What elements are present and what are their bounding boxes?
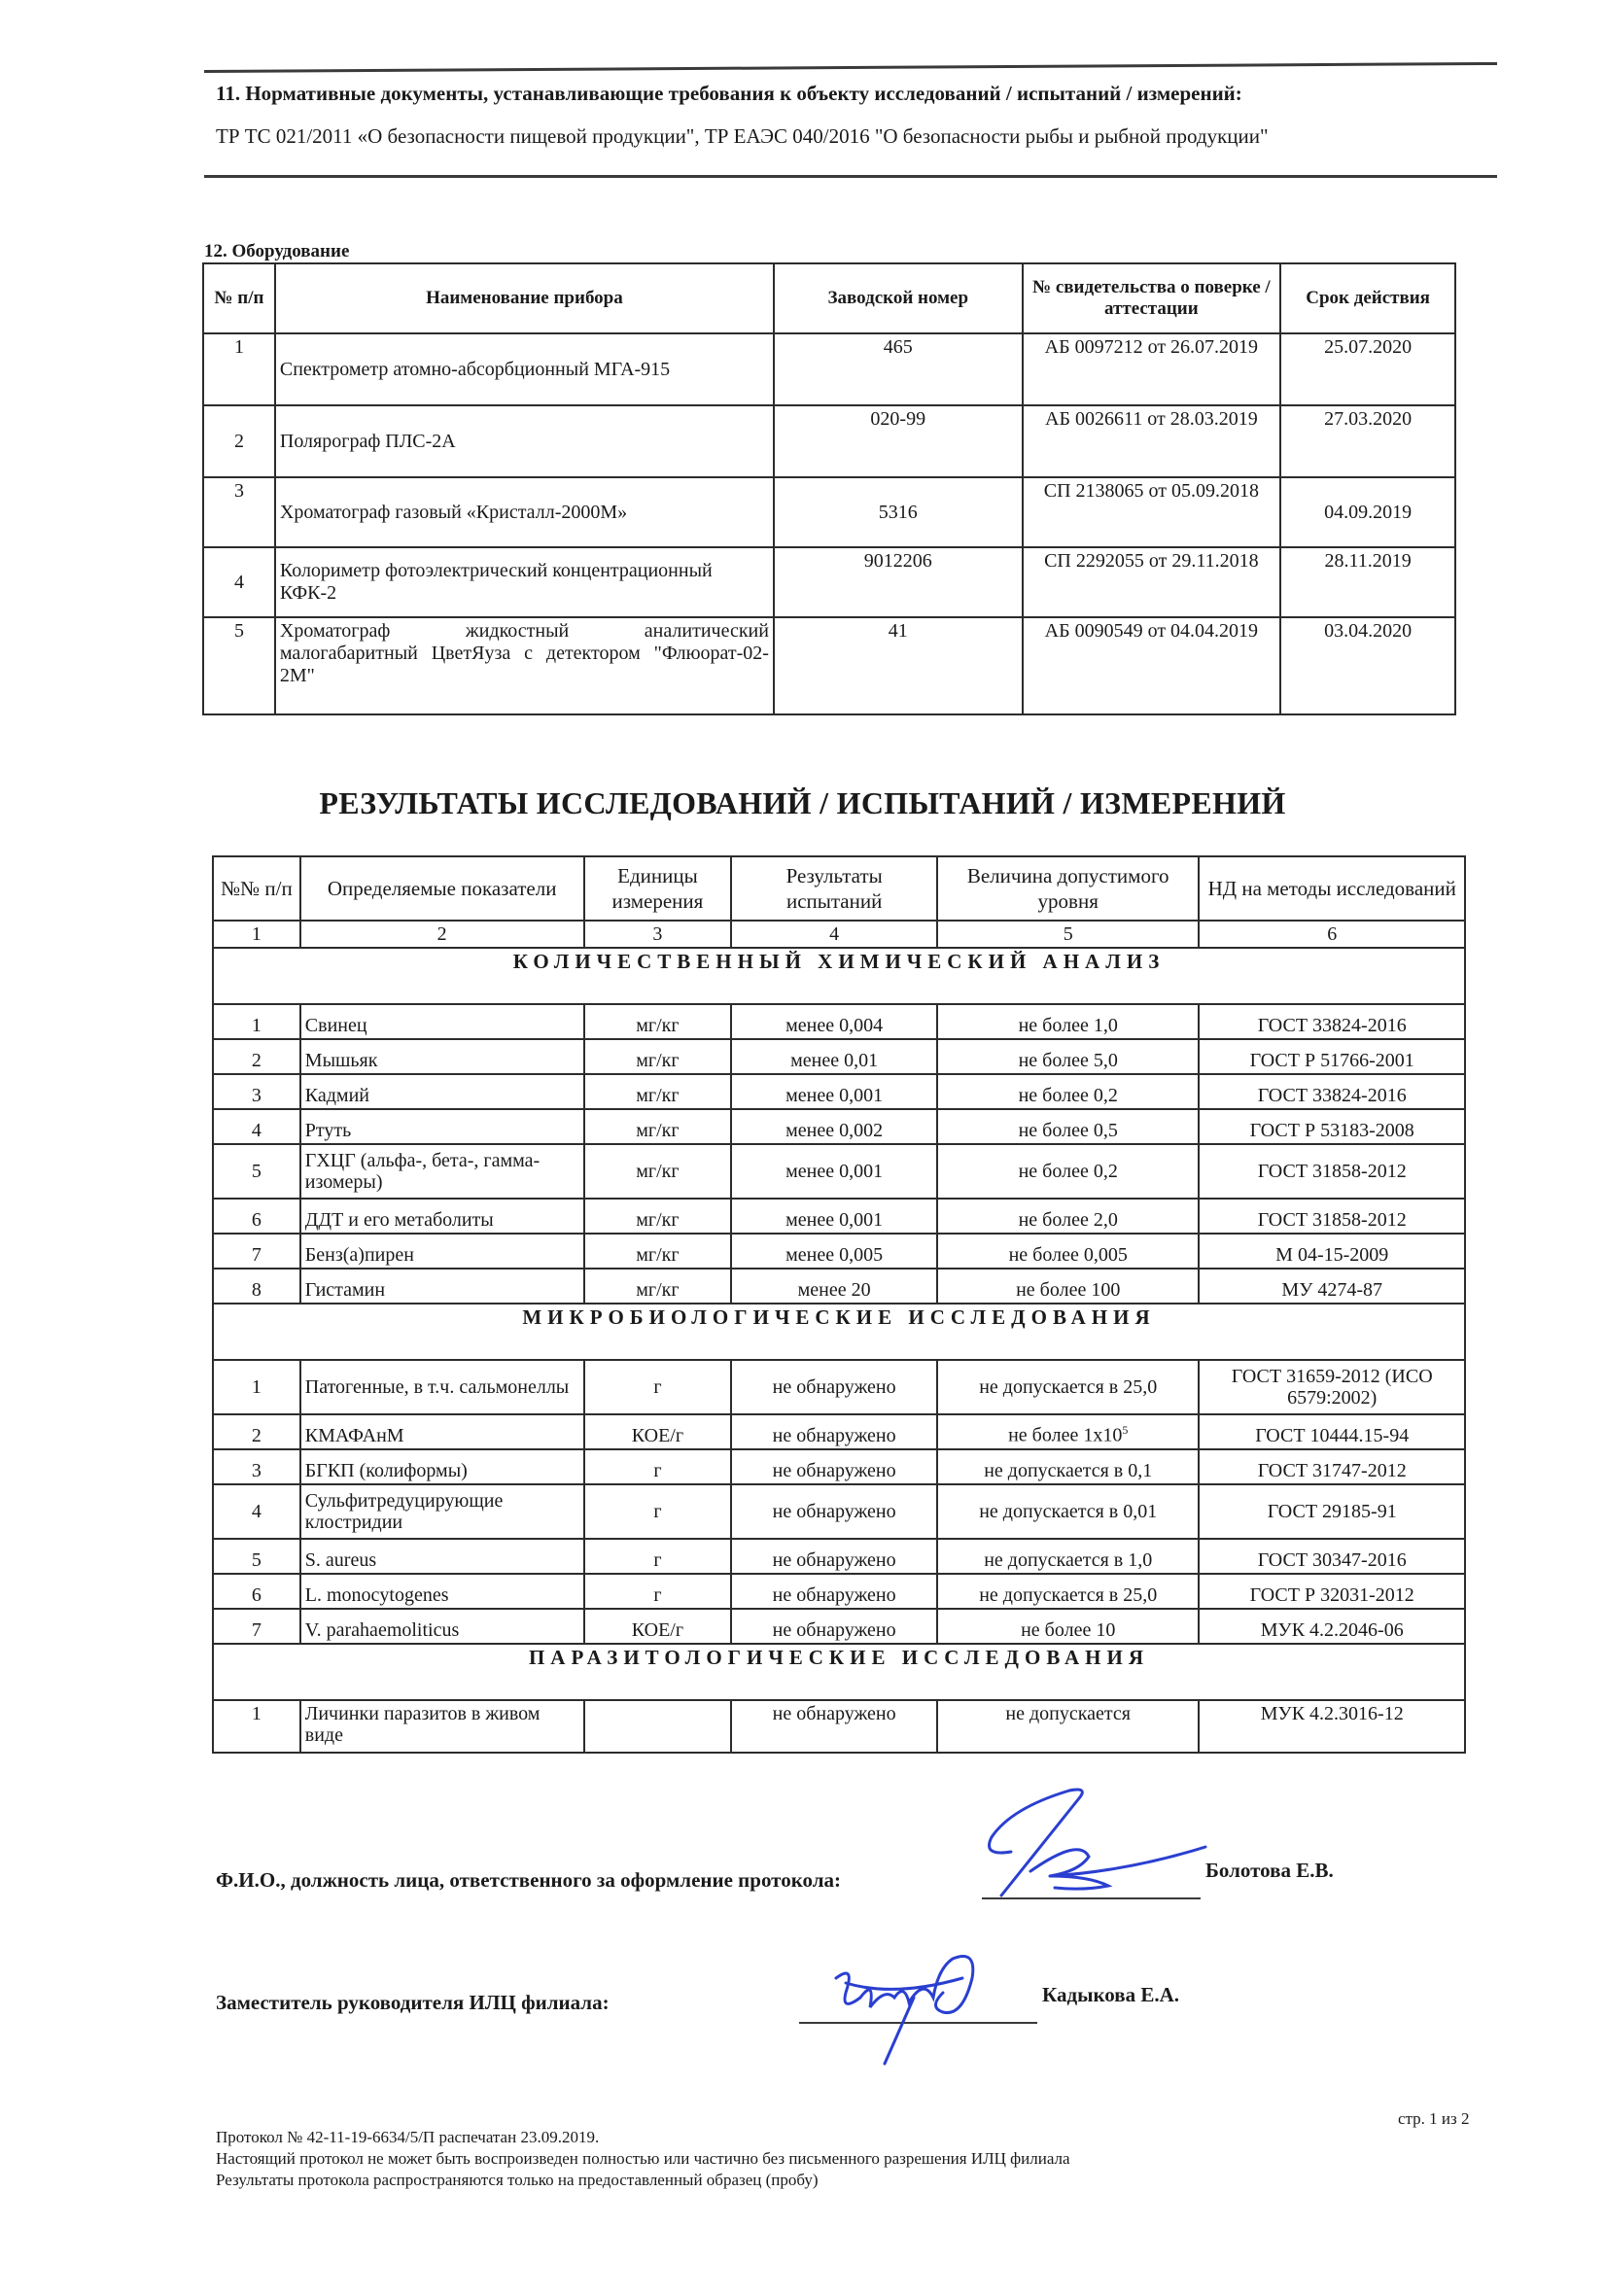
- cell-result: менее 0,005: [731, 1234, 937, 1269]
- cell-method: ГОСТ 29185-91: [1199, 1484, 1465, 1539]
- header-device-name: Наименование прибора: [275, 263, 774, 333]
- table-row: [213, 1109, 1465, 1144]
- cell-method: ГОСТ 31858-2012: [1199, 1144, 1465, 1199]
- section-title: МИКРОБИОЛОГИЧЕСКИЕ ИССЛЕДОВАНИЯ: [213, 1304, 1465, 1360]
- limit-exponent: 5: [1122, 1423, 1129, 1438]
- cell-validity: 27.03.2020: [1280, 405, 1455, 477]
- cell-certificate: АБ 0090549 от 04.04.2019: [1023, 617, 1281, 714]
- cell-device-name: Полярограф ПЛС-2А: [275, 405, 774, 477]
- cell-limit: не допускается в 25,0: [937, 1360, 1199, 1414]
- cell-serial: 465: [774, 333, 1023, 405]
- cell-certificate: СП 2292055 от 29.11.2018: [1023, 547, 1281, 617]
- section-11-text: ТР ТС 021/2011 «О безопасности пищевой продукции", ТР ЕАЭС 040/2016 "О безопасности рыбы и рыбной продукции": [216, 124, 1269, 148]
- cell-method: ГОСТ 30347-2016: [1199, 1539, 1465, 1574]
- cell-certificate: СП 2138065 от 05.09.2018: [1023, 477, 1281, 547]
- deputy-label: Заместитель руководителя ИЛЦ филиала:: [216, 1991, 610, 2014]
- cell-unit: КОЕ/г: [584, 1414, 732, 1449]
- header-unit: Единицы измерения: [584, 856, 732, 921]
- cell-validity: 04.09.2019: [1280, 477, 1455, 547]
- deputy-name: Кадыкова Е.А.: [1042, 1983, 1180, 2006]
- cell-result: менее 0,001: [731, 1074, 937, 1109]
- table-row: [213, 1234, 1465, 1269]
- cell-num: 5: [213, 1539, 300, 1574]
- cell-indicator: Личинки паразитов в живом виде: [300, 1700, 584, 1753]
- cell-certificate: АБ 0026611 от 28.03.2019: [1023, 405, 1281, 477]
- cell-serial: 5316: [774, 477, 1023, 547]
- cell-num: 4: [203, 547, 275, 617]
- section-11-rule: [204, 175, 1497, 178]
- cell-validity: 25.07.2020: [1280, 333, 1455, 405]
- header-certificate: № свидетельства о поверке / аттестации: [1023, 263, 1281, 333]
- cell-device-name: Колориметр фотоэлектрический концентрационный КФК-2: [275, 547, 774, 617]
- column-number: 2: [300, 921, 584, 948]
- cell-result: менее 0,001: [731, 1199, 937, 1234]
- table-row: [203, 333, 1455, 405]
- cell-unit: мг/кг: [584, 1234, 732, 1269]
- cell-method: ГОСТ 31747-2012: [1199, 1449, 1465, 1484]
- cell-unit: г: [584, 1449, 732, 1484]
- cell-num: 4: [213, 1484, 300, 1539]
- cell-indicator: Свинец: [300, 1004, 584, 1039]
- cell-method: МУ 4274-87: [1199, 1269, 1465, 1304]
- cell-method: МУК 4.2.2046-06: [1199, 1609, 1465, 1644]
- cell-limit: не более 0,2: [937, 1144, 1199, 1199]
- table-row: [213, 1074, 1465, 1109]
- table-row: [203, 477, 1455, 547]
- cell-method: ГОСТ Р 53183-2008: [1199, 1109, 1465, 1144]
- cell-device-name: Спектрометр атомно-абсорбционный МГА-915: [275, 333, 774, 405]
- column-number: 1: [213, 921, 300, 948]
- cell-indicator: КМАФАнМ: [300, 1414, 584, 1449]
- cell-limit: не допускается в 0,01: [937, 1484, 1199, 1539]
- cell-unit: мг/кг: [584, 1144, 732, 1199]
- cell-device-name: Хроматограф жидкостный аналитический малогабаритный ЦветЯуза с детектором "Флюорат-02-2М": [275, 617, 774, 714]
- header-method: НД на методы исследований: [1199, 856, 1465, 921]
- header-num: № п/п: [203, 263, 275, 333]
- cell-limit: не более 0,2: [937, 1074, 1199, 1109]
- cell-result: не обнаружено: [731, 1360, 937, 1414]
- cell-num: 1: [203, 333, 275, 405]
- cell-indicator: Бенз(а)пирен: [300, 1234, 584, 1269]
- table-row: [213, 1700, 1465, 1753]
- cell-result: не обнаружено: [731, 1609, 937, 1644]
- limit-base: не более 1х10: [1008, 1425, 1123, 1446]
- cell-num: 6: [213, 1574, 300, 1609]
- section-11-title: 11. Нормативные документы, устанавливающие требования к объекту исследований / испытаний / измерений:: [216, 82, 1242, 105]
- cell-method: ГОСТ 31659-2012 (ИСО 6579:2002): [1199, 1360, 1465, 1414]
- footer-notice-reproduction: Настоящий протокол не может быть воспроизведен полностью или частично без письменного разрешения ИЛЦ филиала: [216, 2149, 1070, 2168]
- cell-num: 8: [213, 1269, 300, 1304]
- table-row: [213, 1574, 1465, 1609]
- cell-num: 1: [213, 1004, 300, 1039]
- cell-indicator: Кадмий: [300, 1074, 584, 1109]
- cell-validity: 03.04.2020: [1280, 617, 1455, 714]
- header-indicator: Определяемые показатели: [300, 856, 584, 921]
- cell-result: менее 0,004: [731, 1004, 937, 1039]
- section-title: ПАРАЗИТОЛОГИЧЕСКИЕ ИССЛЕДОВАНИЯ: [213, 1644, 1465, 1700]
- cell-num: 1: [213, 1360, 300, 1414]
- header-validity: Срок действия: [1280, 263, 1455, 333]
- cell-num: 2: [203, 405, 275, 477]
- cell-method: ГОСТ 10444.15-94: [1199, 1414, 1465, 1449]
- cell-unit: мг/кг: [584, 1199, 732, 1234]
- cell-method: ГОСТ 33824-2016: [1199, 1074, 1465, 1109]
- cell-indicator: L. monocytogenes: [300, 1574, 584, 1609]
- cell-result: не обнаружено: [731, 1539, 937, 1574]
- header-limit: Величина допустимого уровня: [937, 856, 1199, 921]
- table-row: [213, 1199, 1465, 1234]
- cell-result: не обнаружено: [731, 1574, 937, 1609]
- cell-num: 7: [213, 1234, 300, 1269]
- table-header-row: [203, 263, 1455, 333]
- cell-num: 4: [213, 1109, 300, 1144]
- cell-indicator: Сульфитредуцирующие клостридии: [300, 1484, 584, 1539]
- footer-notice-scope: Результаты протокола распространяются только на предоставленный образец (пробу): [216, 2171, 819, 2189]
- cell-device-name: Хроматограф газовый «Кристалл-2000М»: [275, 477, 774, 547]
- cell-method: ГОСТ Р 51766-2001: [1199, 1039, 1465, 1074]
- responsible-signature-icon: [972, 1779, 1225, 1905]
- responsible-name: Болотова Е.В.: [1205, 1859, 1334, 1882]
- table-row: [213, 1414, 1465, 1449]
- cell-unit: г: [584, 1484, 732, 1539]
- cell-limit: [937, 1414, 1199, 1449]
- cell-serial: 020-99: [774, 405, 1023, 477]
- cell-unit: [584, 1700, 732, 1753]
- cell-result: менее 20: [731, 1269, 937, 1304]
- cell-limit: не более 0,5: [937, 1109, 1199, 1144]
- table-row: [213, 1039, 1465, 1074]
- section-title: КОЛИЧЕСТВЕННЫЙ ХИМИЧЕСКИЙ АНАЛИЗ: [213, 948, 1465, 1004]
- cell-num: 3: [203, 477, 275, 547]
- equipment-table: [202, 262, 1456, 715]
- cell-unit: г: [584, 1539, 732, 1574]
- cell-method: ГОСТ 31858-2012: [1199, 1199, 1465, 1234]
- cell-num: 6: [213, 1199, 300, 1234]
- page-number: стр. 1 из 2: [1398, 2109, 1470, 2128]
- table-row: [213, 1360, 1465, 1414]
- cell-indicator: S. aureus: [300, 1539, 584, 1574]
- cell-limit: не более 100: [937, 1269, 1199, 1304]
- cell-num: 2: [213, 1414, 300, 1449]
- section-row-chemical: [213, 948, 1465, 1004]
- table-row: [213, 1449, 1465, 1484]
- footer: [216, 2127, 1070, 2191]
- cell-indicator: ДДТ и его метаболиты: [300, 1199, 584, 1234]
- table-row: [213, 1144, 1465, 1199]
- cell-limit: не более 2,0: [937, 1199, 1199, 1234]
- cell-certificate: АБ 0097212 от 26.07.2019: [1023, 333, 1281, 405]
- header-result: Результаты испытаний: [731, 856, 937, 921]
- cell-limit: не более 1,0: [937, 1004, 1199, 1039]
- cell-result: не обнаружено: [731, 1484, 937, 1539]
- column-number: 3: [584, 921, 732, 948]
- cell-unit: мг/кг: [584, 1269, 732, 1304]
- cell-unit: г: [584, 1574, 732, 1609]
- table-row: [213, 1539, 1465, 1574]
- cell-indicator: V. parahaemoliticus: [300, 1609, 584, 1644]
- cell-limit: не допускается в 1,0: [937, 1539, 1199, 1574]
- cell-result: не обнаружено: [731, 1700, 937, 1753]
- cell-num: 1: [213, 1700, 300, 1753]
- section-row-microbiology: [213, 1304, 1465, 1360]
- cell-result: менее 0,001: [731, 1144, 937, 1199]
- cell-num: 5: [213, 1144, 300, 1199]
- header-serial: Заводской номер: [774, 263, 1023, 333]
- cell-method: ГОСТ Р 32031-2012: [1199, 1574, 1465, 1609]
- cell-validity: 28.11.2019: [1280, 547, 1455, 617]
- table-row: [213, 1484, 1465, 1539]
- cell-method: М 04-15-2009: [1199, 1234, 1465, 1269]
- table-row: [203, 547, 1455, 617]
- cell-indicator: ГХЦГ (альфа-, бета-, гамма-изомеры): [300, 1144, 584, 1199]
- cell-unit: мг/кг: [584, 1004, 732, 1039]
- cell-limit: не более 0,005: [937, 1234, 1199, 1269]
- cell-unit: г: [584, 1360, 732, 1414]
- cell-unit: мг/кг: [584, 1039, 732, 1074]
- cell-unit: мг/кг: [584, 1109, 732, 1144]
- section-12-title: 12. Оборудование: [204, 241, 350, 261]
- cell-num: 5: [203, 617, 275, 714]
- table-row: [203, 405, 1455, 477]
- cell-result: не обнаружено: [731, 1449, 937, 1484]
- cell-limit: не допускается: [937, 1700, 1199, 1753]
- column-number-row: [213, 921, 1465, 948]
- cell-limit: не более 5,0: [937, 1039, 1199, 1074]
- footer-protocol: Протокол № 42-11-19-6634/5/П распечатан 23.09.2019.: [216, 2128, 600, 2146]
- cell-serial: 41: [774, 617, 1023, 714]
- cell-result: менее 0,002: [731, 1109, 937, 1144]
- cell-result: не обнаружено: [731, 1414, 937, 1449]
- results-table: [212, 855, 1466, 1754]
- cell-limit: не допускается в 0,1: [937, 1449, 1199, 1484]
- table-row: [213, 1609, 1465, 1644]
- table-row: [213, 1004, 1465, 1039]
- cell-indicator: Ртуть: [300, 1109, 584, 1144]
- cell-result: менее 0,01: [731, 1039, 937, 1074]
- cell-method: МУК 4.2.3016-12: [1199, 1700, 1465, 1753]
- cell-indicator: Гистамин: [300, 1269, 584, 1304]
- cell-limit: не более 10: [937, 1609, 1199, 1644]
- column-number: 6: [1199, 921, 1465, 948]
- cell-num: 7: [213, 1609, 300, 1644]
- section-row-parasitology: [213, 1644, 1465, 1700]
- top-rule: [204, 62, 1497, 73]
- cell-serial: 9012206: [774, 547, 1023, 617]
- responsible-label: Ф.И.О., должность лица, ответственного за оформление протокола:: [216, 1868, 842, 1892]
- table-header-row: [213, 856, 1465, 921]
- cell-indicator: Патогенные, в т.ч. сальмонеллы: [300, 1360, 584, 1414]
- cell-unit: КОЕ/г: [584, 1609, 732, 1644]
- column-number: 5: [937, 921, 1199, 948]
- cell-indicator: БГКП (колиформы): [300, 1449, 584, 1484]
- deputy-signature-icon: [817, 1939, 1011, 2066]
- cell-method: ГОСТ 33824-2016: [1199, 1004, 1465, 1039]
- cell-limit: не допускается в 25,0: [937, 1574, 1199, 1609]
- header-num: №№ п/п: [213, 856, 300, 921]
- table-row: [213, 1269, 1465, 1304]
- cell-num: 2: [213, 1039, 300, 1074]
- column-number: 4: [731, 921, 937, 948]
- cell-num: 3: [213, 1449, 300, 1484]
- table-row: [203, 617, 1455, 714]
- cell-indicator: Мышьяк: [300, 1039, 584, 1074]
- cell-unit: мг/кг: [584, 1074, 732, 1109]
- results-title: РЕЗУЛЬТАТЫ ИССЛЕДОВАНИЙ / ИСПЫТАНИЙ / ИЗМЕРЕНИЙ: [319, 785, 1286, 820]
- cell-num: 3: [213, 1074, 300, 1109]
